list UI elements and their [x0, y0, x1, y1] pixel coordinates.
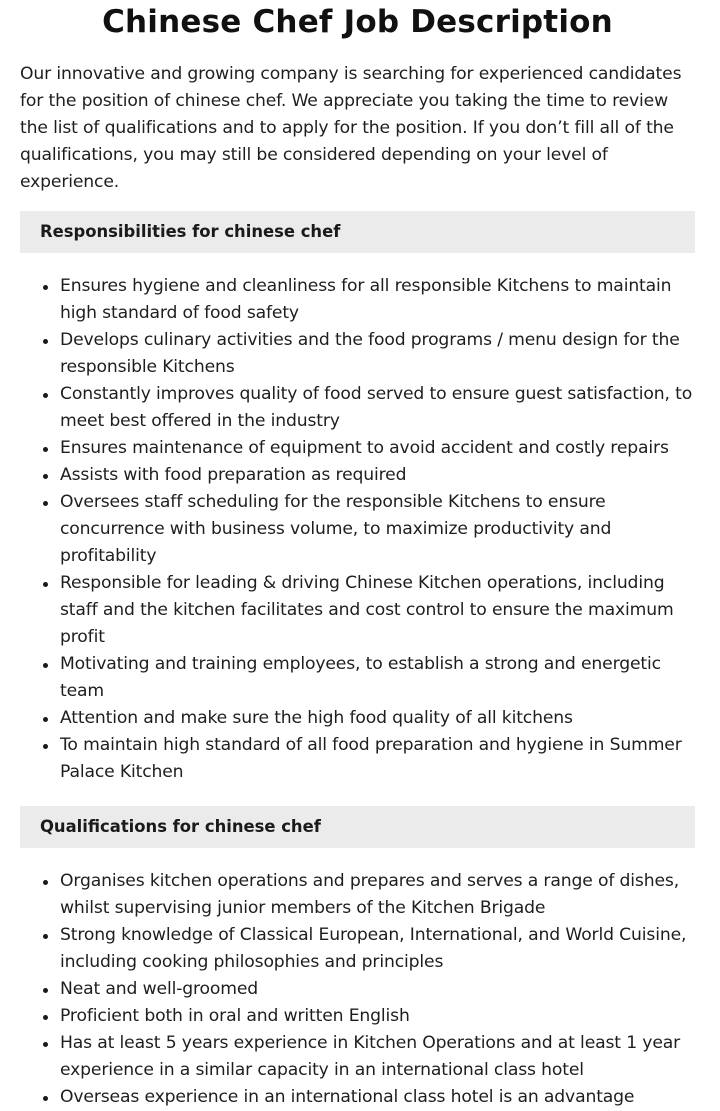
intro-paragraph: Our innovative and growing company is searching for experienced candidates for the position of chinese chef. We appreciate you taking the time to review the list of qualifications and to apply for the position. If you don’t fill all of the qualifications, you may still be considered depending on your level of experience.: [20, 64, 682, 192]
list-item: Responsible for leading & driving Chinese Kitchen operations, including staff and the kitchen facilitates and cost control to ensure the maximum profit: [20, 570, 695, 651]
qualifications-list: [20, 868, 695, 1111]
list-item: To maintain high standard of all food preparation and hygiene in Summer Palace Kitchen: [20, 732, 695, 786]
list-item: Strong knowledge of Classical European, International, and World Cuisine, including cooking philosophies and principles: [20, 922, 695, 976]
list-item: Constantly improves quality of food served to ensure guest satisfaction, to meet best offered in the industry: [20, 381, 695, 435]
list-item: Ensures maintenance of equipment to avoid accident and costly repairs: [20, 435, 695, 462]
list-item: Has at least 5 years experience in Kitchen Operations and at least 1 year experience in a similar capacity in an international class hotel: [20, 1030, 695, 1084]
responsibilities-list: [20, 273, 695, 786]
list-item: Overseas experience in an international class hotel is an advantage: [20, 1084, 695, 1111]
list-item: Neat and well-groomed: [20, 976, 695, 1003]
list-item: Attention and make sure the high food quality of all kitchens: [20, 705, 695, 732]
responsibilities-heading: Responsibilities for chinese chef: [20, 211, 695, 253]
list-item: Organises kitchen operations and prepares and serves a range of dishes, whilst supervising junior members of the Kitchen Brigade: [20, 868, 695, 922]
list-item: Develops culinary activities and the food programs / menu design for the responsible Kitchens: [20, 327, 695, 381]
list-item: Ensures hygiene and cleanliness for all responsible Kitchens to maintain high standard of food safety: [20, 273, 695, 327]
list-item: Oversees staff scheduling for the responsible Kitchens to ensure concurrence with business volume, to maximize productivity and profitability: [20, 489, 695, 570]
page-title: Chinese Chef Job Description: [102, 4, 613, 40]
list-item: Assists with food preparation as required: [20, 462, 695, 489]
qualifications-heading: Qualifications for chinese chef: [20, 806, 695, 848]
list-item: Motivating and training employees, to establish a strong and energetic team: [20, 651, 695, 705]
list-item: Proficient both in oral and written English: [20, 1003, 695, 1030]
